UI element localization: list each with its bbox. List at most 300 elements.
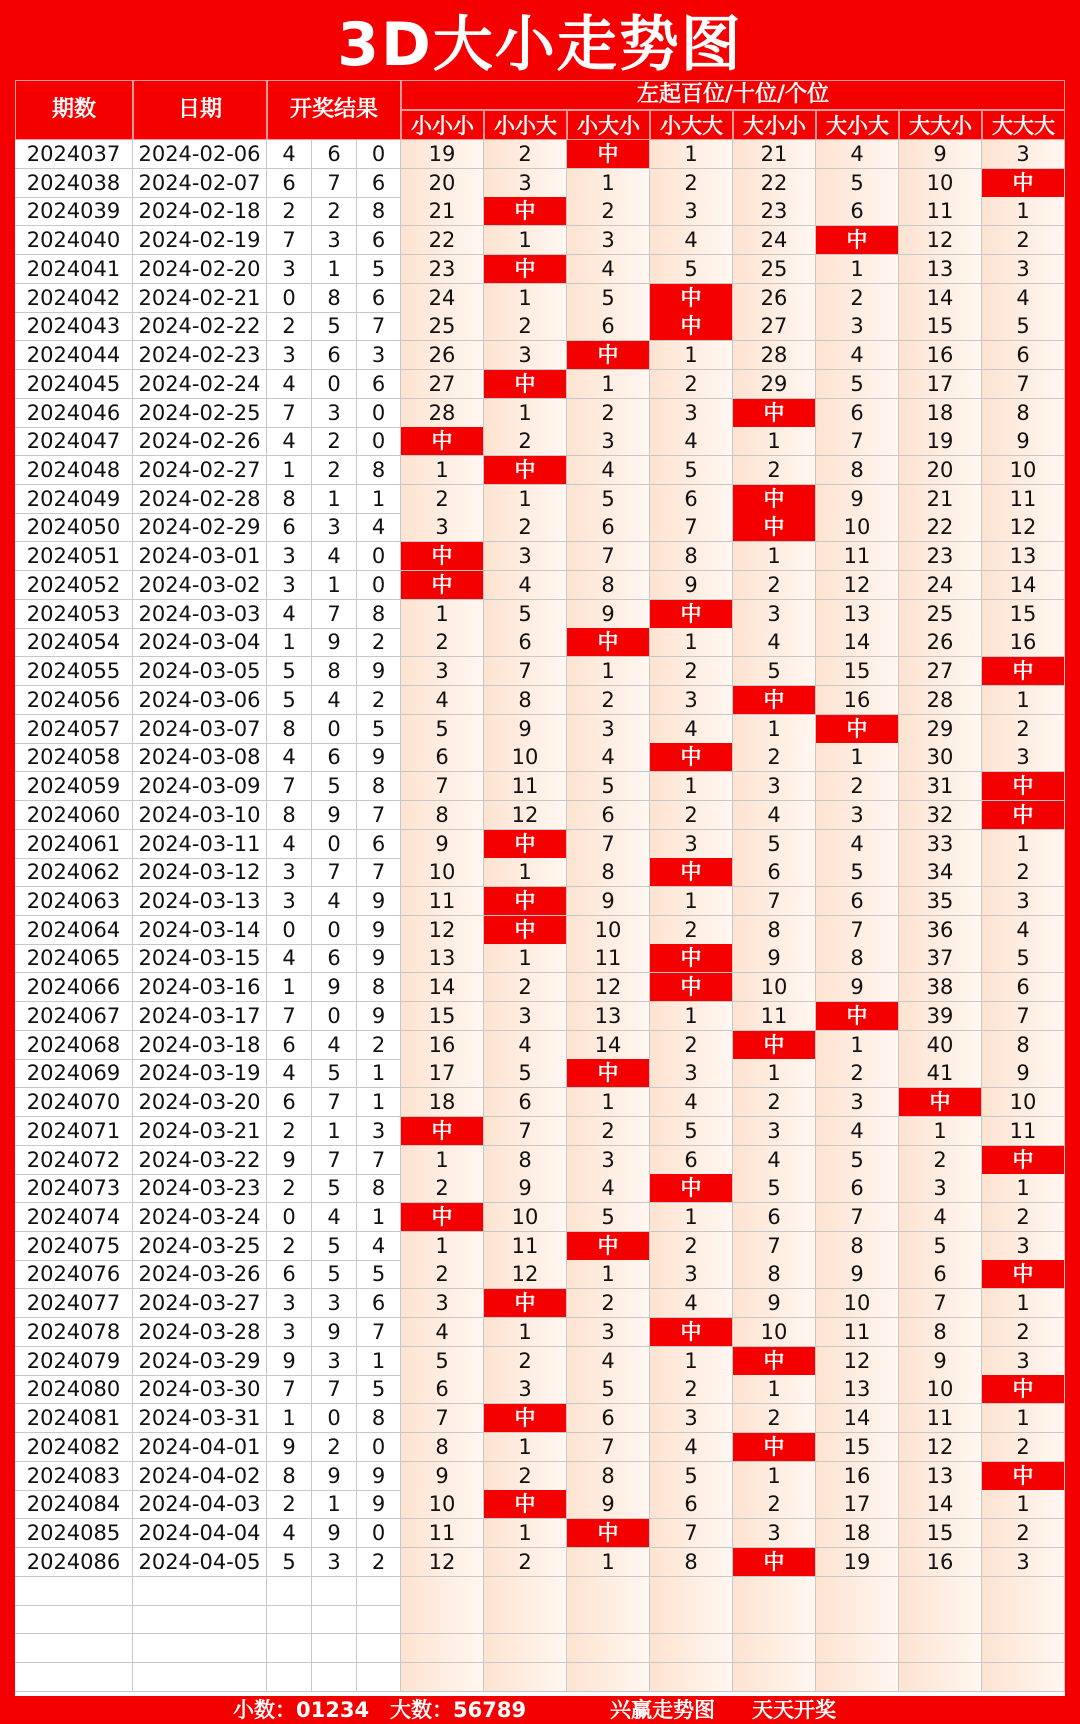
digit-cell: 7 (312, 600, 357, 629)
gap-cell (899, 1663, 982, 1692)
digit-cell (357, 1634, 401, 1663)
gap-cell: 3 (816, 1088, 899, 1117)
gap-cell: 3 (484, 1002, 567, 1031)
gap-cell: 12 (401, 916, 484, 945)
period-cell: 2024046 (15, 399, 133, 428)
digit-cell: 0 (267, 1203, 312, 1232)
digit-cell: 0 (312, 1002, 357, 1031)
gap-cell (733, 1663, 816, 1692)
gap-cell: 1 (982, 1490, 1065, 1519)
period-cell: 2024086 (15, 1548, 133, 1577)
gap-cell: 8 (567, 1462, 650, 1491)
digit-cell: 7 (312, 1146, 357, 1175)
date-cell: 2024-03-24 (133, 1203, 267, 1232)
gap-cell: 14 (899, 284, 982, 313)
gap-cell: 26 (899, 628, 982, 657)
gap-cell: 19 (401, 140, 484, 169)
gap-cell: 26 (401, 341, 484, 370)
gap-cell: 22 (733, 169, 816, 198)
gap-cell: 9 (899, 1347, 982, 1376)
gap-cell: 19 (816, 1548, 899, 1577)
period-cell: 2024038 (15, 169, 133, 198)
gap-cell: 22 (401, 226, 484, 255)
period-cell: 2024039 (15, 197, 133, 226)
date-cell: 2024-03-18 (133, 1031, 267, 1060)
digit-cell: 5 (267, 1548, 312, 1577)
gap-cell: 10 (899, 169, 982, 198)
gap-cell: 1 (733, 427, 816, 456)
gap-cell: 8 (650, 542, 733, 571)
gap-cell: 16 (401, 1031, 484, 1060)
digit-cell: 4 (357, 1232, 401, 1261)
digit-cell (357, 1605, 401, 1634)
hit-cell: 中 (567, 341, 650, 370)
hit-cell: 中 (982, 1462, 1065, 1491)
gap-cell: 5 (982, 312, 1065, 341)
date-cell: 2024-03-07 (133, 715, 267, 744)
hit-cell: 中 (484, 1289, 567, 1318)
hit-cell: 中 (650, 284, 733, 313)
gap-cell (650, 1605, 733, 1634)
digit-cell: 6 (312, 743, 357, 772)
gap-cell: 8 (816, 456, 899, 485)
gap-cell: 4 (982, 916, 1065, 945)
digit-cell: 4 (267, 600, 312, 629)
period-cell: 2024082 (15, 1433, 133, 1462)
page-title: 3D大小走势图 (337, 10, 743, 80)
gap-cell: 1 (650, 1002, 733, 1031)
gap-cell: 5 (650, 1117, 733, 1146)
digit-cell: 8 (312, 657, 357, 686)
gap-cell: 4 (650, 226, 733, 255)
gap-cell: 4 (401, 1318, 484, 1347)
gap-cell: 9 (567, 887, 650, 916)
gap-cell: 1 (982, 830, 1065, 859)
gap-cell: 9 (816, 973, 899, 1002)
digit-cell: 5 (312, 312, 357, 341)
gap-cell: 2 (650, 657, 733, 686)
digit-cell: 7 (357, 801, 401, 830)
hit-cell: 中 (650, 743, 733, 772)
gap-cell: 9 (733, 1289, 816, 1318)
gap-cell: 5 (650, 456, 733, 485)
gap-cell: 15 (401, 1002, 484, 1031)
digit-cell: 1 (312, 485, 357, 514)
gap-cell: 3 (650, 1059, 733, 1088)
gap-cell: 19 (899, 427, 982, 456)
gap-cell: 4 (816, 1117, 899, 1146)
digit-cell: 3 (312, 1548, 357, 1577)
period-cell: 2024051 (15, 542, 133, 571)
period-cell: 2024083 (15, 1462, 133, 1491)
period-cell: 2024060 (15, 801, 133, 830)
period-cell: 2024080 (15, 1375, 133, 1404)
gap-cell: 11 (899, 1404, 982, 1433)
hit-cell: 中 (650, 600, 733, 629)
period-cell: 2024062 (15, 858, 133, 887)
date-cell: 2024-03-12 (133, 858, 267, 887)
gap-cell: 8 (816, 944, 899, 973)
gap-cell: 25 (733, 255, 816, 284)
gap-cell: 8 (982, 1031, 1065, 1060)
gap-cell: 5 (899, 1232, 982, 1261)
gap-cell (899, 1634, 982, 1663)
gap-cell: 7 (733, 1232, 816, 1261)
hit-cell: 中 (733, 513, 816, 542)
date-cell: 2024-02-23 (133, 341, 267, 370)
gap-cell: 27 (401, 370, 484, 399)
gap-cell: 23 (899, 542, 982, 571)
digit-cell: 2 (267, 1117, 312, 1146)
digit-cell: 5 (312, 1232, 357, 1261)
gap-cell: 9 (484, 715, 567, 744)
period-cell: 2024044 (15, 341, 133, 370)
gap-cell: 10 (401, 858, 484, 887)
gap-cell: 11 (899, 197, 982, 226)
gap-cell: 4 (650, 427, 733, 456)
gap-cell: 21 (733, 140, 816, 169)
period-cell: 2024053 (15, 600, 133, 629)
gap-cell: 3 (484, 169, 567, 198)
gap-cell: 4 (650, 1289, 733, 1318)
digit-cell: 4 (312, 1203, 357, 1232)
date-cell: 2024-02-28 (133, 485, 267, 514)
date-cell: 2024-03-22 (133, 1146, 267, 1175)
gap-cell: 24 (733, 226, 816, 255)
gap-cell: 2 (733, 1490, 816, 1519)
gap-cell: 6 (982, 341, 1065, 370)
digit-cell: 9 (267, 1433, 312, 1462)
date-cell: 2024-03-23 (133, 1174, 267, 1203)
date-cell: 2024-02-18 (133, 197, 267, 226)
gap-cell (733, 1577, 816, 1606)
digit-cell: 6 (312, 944, 357, 973)
gap-cell: 1 (899, 1117, 982, 1146)
gap-cell: 2 (733, 571, 816, 600)
gap-cell: 9 (401, 1462, 484, 1491)
hit-cell: 中 (982, 657, 1065, 686)
date-cell: 2024-03-30 (133, 1375, 267, 1404)
gap-cell: 2 (484, 427, 567, 456)
gap-cell: 41 (899, 1059, 982, 1088)
digit-cell: 2 (267, 312, 312, 341)
digit-cell: 0 (312, 370, 357, 399)
gap-cell: 1 (650, 887, 733, 916)
hit-cell: 中 (484, 887, 567, 916)
gap-cell: 11 (484, 1232, 567, 1261)
gap-cell: 5 (484, 1059, 567, 1088)
period-cell: 2024078 (15, 1318, 133, 1347)
gap-cell: 7 (816, 427, 899, 456)
gap-cell: 10 (816, 1289, 899, 1318)
period-cell: 2024037 (15, 140, 133, 169)
digit-cell: 7 (312, 858, 357, 887)
gap-cell: 11 (567, 944, 650, 973)
hit-cell: 中 (650, 312, 733, 341)
date-cell: 2024-02-26 (133, 427, 267, 456)
gap-cell: 2 (484, 1347, 567, 1376)
gap-cell: 11 (982, 485, 1065, 514)
gap-cell: 1 (567, 657, 650, 686)
gap-cell: 2 (982, 858, 1065, 887)
gap-cell: 2 (816, 772, 899, 801)
gap-cell: 5 (401, 1347, 484, 1376)
gap-cell: 9 (816, 485, 899, 514)
digit-cell: 8 (267, 485, 312, 514)
gap-cell: 2 (733, 743, 816, 772)
gap-cell: 3 (650, 1404, 733, 1433)
gap-cell: 4 (650, 1433, 733, 1462)
gap-cell: 39 (899, 1002, 982, 1031)
digit-cell: 3 (312, 399, 357, 428)
gap-cell: 6 (567, 513, 650, 542)
digit-cell: 8 (267, 715, 312, 744)
digit-cell: 0 (357, 571, 401, 600)
date-cell: 2024-02-29 (133, 513, 267, 542)
gap-cell: 38 (899, 973, 982, 1002)
gap-cell (816, 1577, 899, 1606)
period-cell: 2024074 (15, 1203, 133, 1232)
gap-cell: 4 (567, 1174, 650, 1203)
period-cell: 2024042 (15, 284, 133, 313)
gap-cell: 1 (484, 485, 567, 514)
digit-cell: 3 (267, 341, 312, 370)
period-cell: 2024072 (15, 1146, 133, 1175)
date-cell: 2024-02-19 (133, 226, 267, 255)
date-cell: 2024-03-29 (133, 1347, 267, 1376)
digit-cell: 1 (357, 1088, 401, 1117)
digit-cell: 7 (357, 858, 401, 887)
hit-cell: 中 (401, 571, 484, 600)
header-pattern: 大小大 (816, 110, 899, 140)
digit-cell (267, 1605, 312, 1634)
gap-cell: 28 (401, 399, 484, 428)
hit-cell: 中 (484, 370, 567, 399)
digit-cell (312, 1663, 357, 1692)
digit-cell: 3 (312, 1347, 357, 1376)
gap-cell: 15 (816, 657, 899, 686)
gap-cell: 2 (899, 1146, 982, 1175)
digit-cell: 6 (357, 830, 401, 859)
hit-cell: 中 (733, 1548, 816, 1577)
hit-cell: 中 (733, 1433, 816, 1462)
digit-cell: 6 (267, 1260, 312, 1289)
gap-cell (401, 1663, 484, 1692)
gap-cell: 3 (733, 600, 816, 629)
gap-cell: 11 (816, 542, 899, 571)
gap-cell: 7 (733, 887, 816, 916)
gap-cell: 3 (567, 1146, 650, 1175)
period-cell: 2024077 (15, 1289, 133, 1318)
gap-cell: 1 (650, 772, 733, 801)
gap-cell: 11 (484, 772, 567, 801)
gap-cell: 3 (567, 427, 650, 456)
period-cell: 2024068 (15, 1031, 133, 1060)
digit-cell: 9 (267, 1146, 312, 1175)
digit-cell: 8 (357, 973, 401, 1002)
gap-cell: 6 (816, 197, 899, 226)
gap-cell: 3 (733, 772, 816, 801)
gap-cell (401, 1605, 484, 1634)
digit-cell: 4 (312, 542, 357, 571)
hit-cell: 中 (650, 973, 733, 1002)
gap-cell: 6 (567, 1404, 650, 1433)
gap-cell (982, 1577, 1065, 1606)
gap-cell: 15 (899, 312, 982, 341)
digit-cell: 6 (357, 1289, 401, 1318)
gap-cell: 7 (484, 657, 567, 686)
gap-cell: 1 (484, 284, 567, 313)
gap-cell: 3 (982, 1232, 1065, 1261)
period-cell: 2024071 (15, 1117, 133, 1146)
gap-cell: 10 (567, 916, 650, 945)
gap-cell: 7 (484, 1117, 567, 1146)
gap-cell: 28 (899, 686, 982, 715)
date-cell: 2024-03-01 (133, 542, 267, 571)
date-cell: 2024-03-28 (133, 1318, 267, 1347)
digit-cell: 0 (357, 140, 401, 169)
gap-cell: 29 (899, 715, 982, 744)
header-pattern: 小小大 (484, 110, 567, 140)
gap-cell: 21 (401, 197, 484, 226)
period-cell: 2024061 (15, 830, 133, 859)
gap-cell: 4 (816, 140, 899, 169)
digit-cell: 6 (267, 169, 312, 198)
gap-cell: 12 (816, 571, 899, 600)
gap-cell: 5 (401, 715, 484, 744)
digit-cell: 0 (357, 1433, 401, 1462)
gap-cell: 8 (899, 1318, 982, 1347)
gap-cell: 1 (733, 715, 816, 744)
period-cell: 2024055 (15, 657, 133, 686)
gap-cell: 7 (899, 1289, 982, 1318)
digit-cell: 9 (312, 801, 357, 830)
digit-cell: 7 (312, 169, 357, 198)
gap-cell: 1 (484, 1519, 567, 1548)
digit-cell: 4 (267, 830, 312, 859)
hit-cell: 中 (733, 1031, 816, 1060)
date-cell: 2024-04-04 (133, 1519, 267, 1548)
hit-cell: 中 (567, 1232, 650, 1261)
period-cell (15, 1605, 133, 1634)
period-cell: 2024075 (15, 1232, 133, 1261)
date-cell: 2024-03-02 (133, 571, 267, 600)
gap-cell: 3 (650, 830, 733, 859)
gap-cell: 10 (484, 743, 567, 772)
date-cell: 2024-03-27 (133, 1289, 267, 1318)
date-cell: 2024-04-03 (133, 1490, 267, 1519)
gap-cell (401, 1577, 484, 1606)
footer (0, 1696, 1080, 1724)
gap-cell: 2 (982, 226, 1065, 255)
digit-cell: 3 (357, 341, 401, 370)
digit-cell: 9 (312, 1318, 357, 1347)
trend-table (15, 80, 1065, 1696)
gap-cell: 4 (899, 1203, 982, 1232)
digit-cell: 1 (267, 628, 312, 657)
gap-cell: 5 (567, 772, 650, 801)
gap-cell: 14 (816, 628, 899, 657)
gap-cell: 7 (401, 772, 484, 801)
digit-cell: 1 (357, 1203, 401, 1232)
gap-cell: 4 (982, 284, 1065, 313)
date-cell: 2024-04-01 (133, 1433, 267, 1462)
gap-cell: 16 (982, 628, 1065, 657)
header-pattern: 大小小 (733, 110, 816, 140)
gap-cell: 7 (816, 916, 899, 945)
digit-cell: 0 (312, 830, 357, 859)
hit-cell: 中 (816, 715, 899, 744)
digit-cell: 8 (357, 1174, 401, 1203)
gap-cell: 3 (899, 1174, 982, 1203)
gap-cell: 7 (650, 1519, 733, 1548)
hit-cell: 中 (982, 772, 1065, 801)
period-cell: 2024065 (15, 944, 133, 973)
date-cell: 2024-03-16 (133, 973, 267, 1002)
gap-cell: 6 (899, 1260, 982, 1289)
header-pattern: 小大小 (567, 110, 650, 140)
gap-cell: 6 (816, 399, 899, 428)
gap-cell: 6 (650, 1146, 733, 1175)
gap-cell: 10 (899, 1375, 982, 1404)
period-cell: 2024073 (15, 1174, 133, 1203)
gap-cell: 2 (982, 1433, 1065, 1462)
digit-cell (312, 1605, 357, 1634)
gap-cell: 4 (650, 1088, 733, 1117)
digit-cell: 1 (357, 485, 401, 514)
period-cell: 2024043 (15, 312, 133, 341)
gap-cell: 2 (650, 1232, 733, 1261)
digit-cell: 3 (267, 542, 312, 571)
digit-cell: 9 (357, 887, 401, 916)
hit-cell: 中 (484, 1490, 567, 1519)
footer-big-legend: 大数：56789 (390, 1698, 527, 1722)
gap-cell: 6 (982, 973, 1065, 1002)
gap-cell: 2 (650, 801, 733, 830)
gap-cell: 5 (567, 284, 650, 313)
date-cell: 2024-02-06 (133, 140, 267, 169)
gap-cell (733, 1634, 816, 1663)
date-cell: 2024-03-03 (133, 600, 267, 629)
period-cell: 2024076 (15, 1260, 133, 1289)
gap-cell: 10 (982, 1088, 1065, 1117)
gap-cell: 5 (650, 1462, 733, 1491)
digit-cell: 5 (312, 772, 357, 801)
date-cell: 2024-02-07 (133, 169, 267, 198)
hit-cell: 中 (401, 542, 484, 571)
digit-cell: 1 (357, 1059, 401, 1088)
gap-cell: 35 (899, 887, 982, 916)
digit-cell: 1 (267, 456, 312, 485)
gap-cell: 1 (982, 1404, 1065, 1433)
gap-cell: 8 (733, 916, 816, 945)
gap-cell: 2 (982, 715, 1065, 744)
gap-cell: 2 (484, 973, 567, 1002)
gap-cell: 1 (484, 226, 567, 255)
hit-cell: 中 (982, 1146, 1065, 1175)
digit-cell (267, 1663, 312, 1692)
digit-cell: 3 (357, 1117, 401, 1146)
gap-cell: 8 (401, 801, 484, 830)
period-cell: 2024052 (15, 571, 133, 600)
digit-cell: 8 (267, 801, 312, 830)
digit-cell: 3 (267, 858, 312, 887)
digit-cell: 4 (267, 370, 312, 399)
gap-cell (484, 1577, 567, 1606)
digit-cell: 6 (357, 370, 401, 399)
period-cell: 2024063 (15, 887, 133, 916)
gap-cell: 1 (650, 1347, 733, 1376)
